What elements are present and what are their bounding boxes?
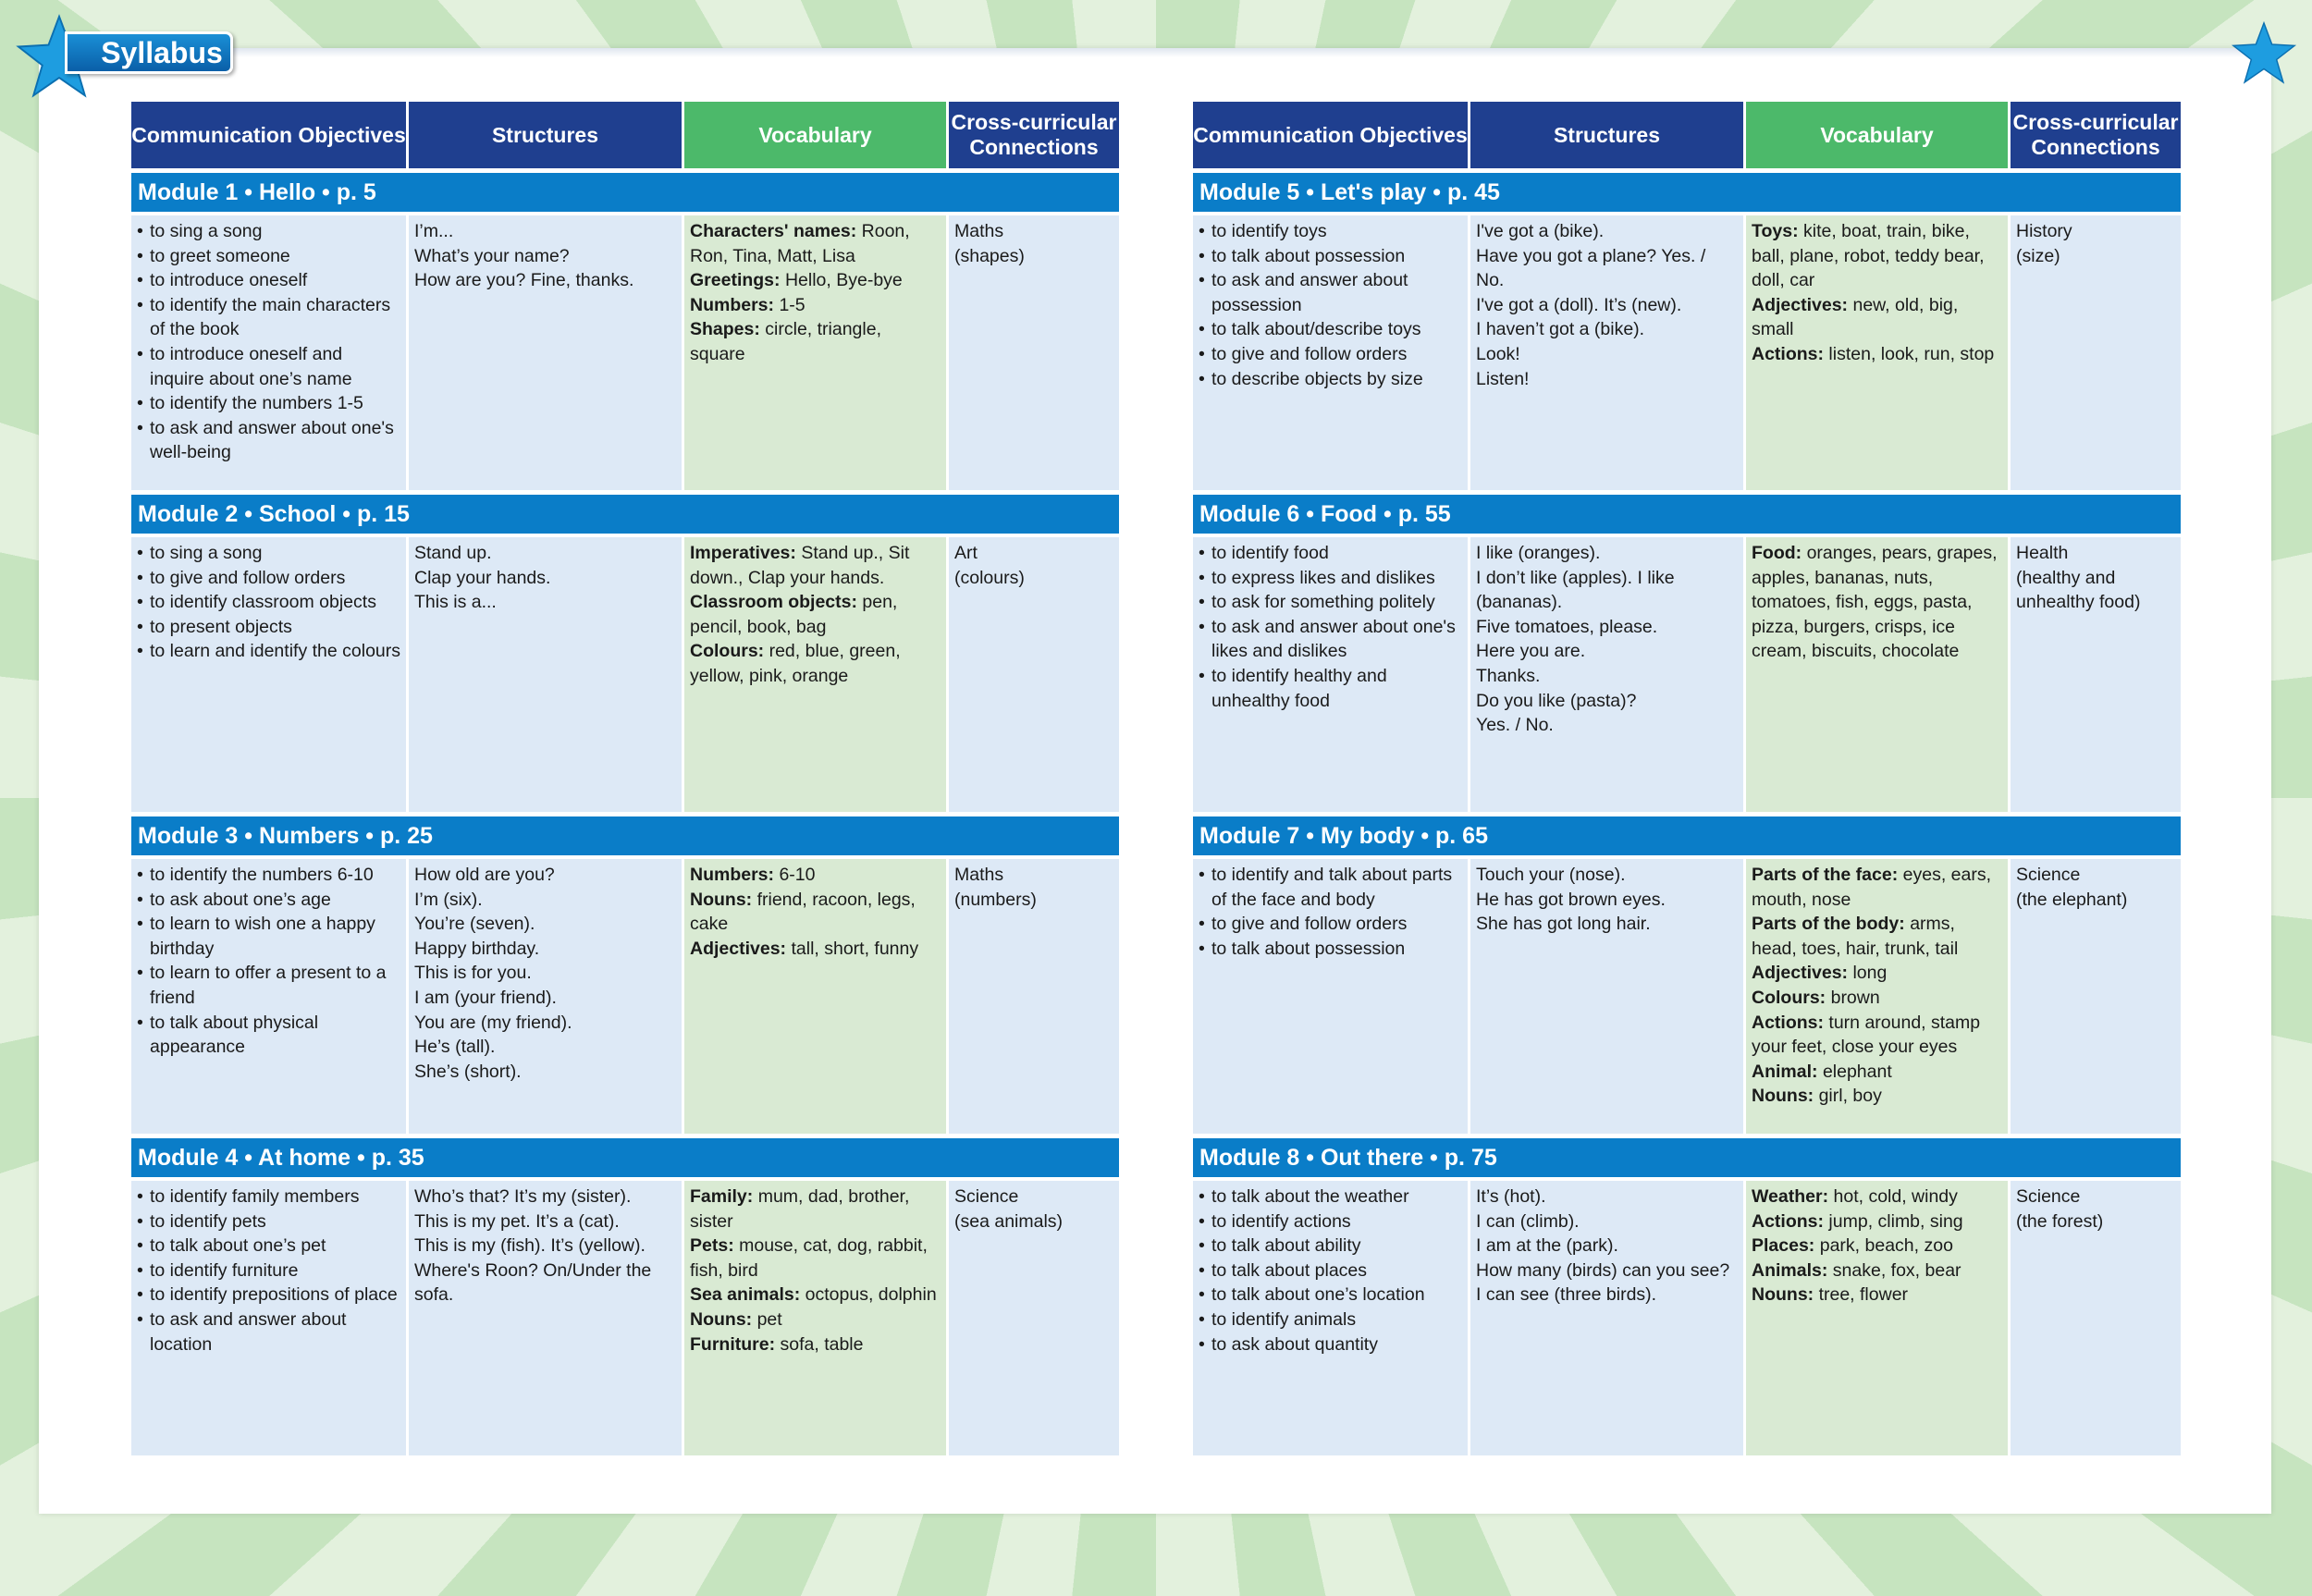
vocabulary-cell [1746,537,2008,812]
vocab-category: Animal: [1752,1061,1818,1082]
structure-item: He has got brown eyes. [1476,889,1666,910]
vocab-category: Classroom objects: [690,592,857,613]
vocab-words: pen, pencil, book, bag [690,592,898,637]
vocab-words: jump, climb, sing [1828,1210,1963,1232]
objective-item: • to ask about quantity [1199,1332,1462,1357]
module-title: Module 5 • Let's play • p. 45 [1193,173,2181,212]
objective-item: • to ask and answer about one's likes and dislikes [1199,615,1462,664]
objective-item: • to identify family members [137,1185,400,1209]
module-row [131,215,1119,490]
objectives-cell [131,859,406,1134]
vocab-category: Characters' names: [690,221,857,241]
vocab-words: 1-5 [779,294,806,315]
objective-item: • to identify furniture [137,1258,400,1283]
objective-item: • to give and follow orders [1199,912,1462,937]
cross-item: Health [2016,543,2069,563]
structure-item: Have you got a plane? Yes. / No. [1476,245,1706,291]
vocab-item [1752,293,2002,342]
module-section [131,1138,1119,1455]
vocab-category: Actions: [1752,343,1824,364]
module-row [1193,215,2181,490]
module-section [131,495,1119,812]
vocab-words: brown [1830,987,1880,1008]
objectives-cell [131,537,406,812]
vocab-item [690,1234,941,1283]
vocab-words: hot, cold, windy [1833,1186,1958,1207]
structures-cell [1470,1181,1743,1455]
vocab-item [690,863,941,888]
objective-item: • to identify actions [1199,1209,1462,1234]
cross-item: (size) [2016,245,2060,266]
module-title: Module 2 • School • p. 15 [131,495,1119,534]
vocab-item [690,590,941,639]
vocab-words: sofa, table [780,1333,864,1355]
header-cross-curricular: Cross-curricular Connections [2011,102,2181,168]
vocab-words: Roon, Ron, Tina, Matt, Lisa [690,221,910,266]
vocabulary-cell [684,1181,946,1455]
cross-curricular-cell [949,1181,1119,1455]
vocab-item [690,268,941,293]
vocab-item [1752,1209,2002,1234]
vocab-category: Numbers: [690,865,775,885]
objective-item: • to give and follow orders [1199,342,1462,367]
vocab-category: Adjectives: [1752,963,1849,984]
module-section [131,173,1119,490]
structures-cell [409,537,682,812]
vocab-words: 6-10 [779,865,816,885]
structure-item: She has got long hair. [1476,914,1651,935]
vocab-item [1752,961,2002,986]
objective-item: • to talk about one’s pet [137,1234,400,1258]
objective-item: • to talk about ability [1199,1234,1462,1258]
vocab-category: Greetings: [690,270,781,291]
vocab-item [690,541,941,590]
structures-cell [1470,215,1743,490]
objective-item: • to present objects [137,615,400,640]
vocab-item [690,317,941,366]
vocab-words: new, old, big, small [1752,294,1959,340]
vocab-category: Animals: [1752,1259,1828,1281]
cross-item: Maths [954,865,1004,885]
cross-curricular-cell [949,537,1119,812]
vocab-category: Nouns: [1752,1284,1814,1306]
vocab-words: Hello, Bye-bye [784,270,903,291]
structure-item: I am at the (park). [1476,1235,1618,1257]
vocab-category: Pets: [690,1235,734,1257]
cross-item: Maths [954,221,1004,241]
module-section [1193,1138,2181,1455]
objective-item: • to identify prepositions of place [137,1283,400,1307]
cross-item: (the elephant) [2016,889,2128,910]
objective-item: • to ask and answer about possession [1199,268,1462,317]
structures-cell [1470,537,1743,812]
structure-item: Happy birthday. [414,938,540,959]
objective-item: • to ask and answer about location [137,1307,400,1357]
vocab-item [690,937,941,962]
structure-item: Here you are. [1476,641,1586,662]
vocab-words: Stand up., Sit down., Clap your hands. [690,543,910,588]
cross-curricular-cell [2011,859,2181,1134]
vocab-category: Places: [1752,1235,1815,1257]
module-title: Module 6 • Food • p. 55 [1193,495,2181,534]
vocab-category: Imperatives: [690,543,796,563]
vocab-category: Furniture: [690,1333,776,1355]
cross-item: (sea animals) [954,1210,1064,1232]
vocab-words: octopus, dolphin [805,1284,937,1306]
syllabus-tab: Syllabus [65,31,233,74]
objective-item: • to identify toys [1199,219,1462,244]
objective-item: • to describe objects by size [1199,367,1462,392]
structure-item: You are (my friend). [414,1012,572,1033]
right-modules [1193,173,2181,1455]
structure-item: This is my (fish). It’s (yellow). [414,1235,646,1257]
cross-item: History [2016,221,2072,241]
objectives-cell [1193,537,1468,812]
structure-item: I like (oranges). [1476,543,1601,563]
vocab-category: Adjectives: [690,938,787,959]
objective-item: • to identify the numbers 1-5 [137,391,400,416]
vocab-words: eyes, ears, mouth, nose [1752,865,1992,910]
objective-item: • to ask and answer about one's well-being [137,416,400,465]
objective-item: • to identify and talk about parts of the face and body [1199,863,1462,912]
vocab-item [690,1332,941,1357]
structure-item: What’s your name? [414,245,570,266]
vocab-words: mum, dad, brother, sister [690,1186,910,1232]
vocab-category: Nouns: [1752,1086,1814,1107]
structures-cell [409,215,682,490]
structure-item: You’re (seven). [414,914,535,935]
structure-item: I am (your friend). [414,987,557,1008]
structure-item: It’s (hot). [1476,1186,1546,1207]
vocab-item [1752,986,2002,1011]
vocabulary-cell [1746,215,2008,490]
vocab-item [1752,1011,2002,1060]
structure-item: I’m... [414,221,454,241]
left-modules [131,173,1119,1455]
objective-item: • to sing a song [137,541,400,566]
module-row [1193,859,2181,1134]
header-vocabulary: Vocabulary [1746,102,2008,168]
module-row [131,537,1119,812]
structure-item: Five tomatoes, please. [1476,616,1658,637]
objective-item: • to talk about possession [1199,937,1462,962]
structure-item: Stand up. [414,543,492,563]
vocab-category: Parts of the face: [1752,865,1899,885]
structure-item: Who’s that? It’s my (sister). [414,1186,632,1207]
vocab-words: long [1852,963,1888,984]
objective-item: • to learn to offer a present to a friend [137,961,400,1010]
objective-item: • to learn to wish one a happy birthday [137,912,400,961]
objective-item: • to identify food [1199,541,1462,566]
vocab-item [1752,1060,2002,1085]
syllabus-table-right [1193,102,2181,1455]
vocab-words: red, blue, green, yellow, pink, orange [690,641,901,686]
vocab-category: Toys: [1752,221,1799,241]
cross-curricular-cell [2011,537,2181,812]
vocab-category: Nouns: [690,889,753,910]
structure-item: How many (birds) can you see? [1476,1259,1730,1281]
vocabulary-cell [1746,1181,2008,1455]
cross-curricular-cell [949,859,1119,1134]
structure-item: Clap your hands. [414,567,551,588]
vocab-words: oranges, pears, grapes, apples, bananas, nuts, tomatoes, fish, eggs, pasta, pizza, burgers, crisps, ice cream, biscuits, chocolate [1752,543,1998,662]
header-cross-curricular: Cross-curricular Connections [949,102,1119,168]
module-title: Module 7 • My body • p. 65 [1193,816,2181,855]
header-communication-objectives: Communication Objectives [131,102,406,168]
objective-item: • to greet someone [137,244,400,269]
objective-item: • to give and follow orders [137,566,400,591]
objectives-cell [1193,859,1468,1134]
objective-item: • to talk about/describe toys [1199,317,1462,342]
syllabus-table-left [131,102,1119,1455]
vocab-words: tree, flower [1818,1284,1909,1306]
module-title: Module 1 • Hello • p. 5 [131,173,1119,212]
objective-item: • to identify classroom objects [137,590,400,615]
vocab-words: friend, racoon, legs, cake [690,889,916,935]
objective-item: • to identify the main characters of the book [137,293,400,342]
vocabulary-cell [684,859,946,1134]
vocab-item [690,1307,941,1332]
vocab-item [690,639,941,688]
vocab-item [1752,1258,2002,1283]
vocab-item [1752,863,2002,912]
vocab-item [1752,1084,2002,1109]
vocabulary-cell [684,215,946,490]
vocab-item [1752,1283,2002,1307]
vocab-category: Actions: [1752,1012,1824,1033]
vocab-words: turn around, stamp your feet, close your eyes [1752,1012,1981,1058]
objective-item: • to talk about one’s location [1199,1283,1462,1307]
vocab-item [690,293,941,318]
vocab-item [690,1185,941,1234]
structure-item: How old are you? [414,865,555,885]
vocab-category: Adjectives: [1752,294,1849,315]
star-icon [2231,20,2297,87]
vocab-item [690,1283,941,1307]
vocab-item [1752,1185,2002,1209]
vocab-category: Sea animals: [690,1284,801,1306]
vocabulary-cell [1746,859,2008,1134]
column-header-row [1193,102,2181,168]
vocab-category: Weather: [1752,1186,1829,1207]
structure-item: I've got a (doll). It’s (new). [1476,294,1682,315]
objectives-cell [1193,1181,1468,1455]
header-vocabulary: Vocabulary [684,102,946,168]
module-row [1193,1181,2181,1455]
vocab-words: kite, boat, train, bike, ball, plane, robot, teddy bear, doll, car [1752,221,1985,291]
page-top-band [39,48,2271,57]
cross-item: Science [2016,1186,2081,1207]
vocab-category: Parts of the body: [1752,914,1905,935]
vocab-words: circle, triangle, square [690,319,881,364]
vocab-category: Shapes: [690,319,760,340]
structure-item: This is for you. [414,963,532,984]
objectives-cell [1193,215,1468,490]
column-header-row [131,102,1119,168]
objective-item: • to introduce oneself and inquire about one’s name [137,342,400,391]
vocab-item [690,219,941,268]
cross-curricular-cell [2011,1181,2181,1455]
objective-item: • to identify animals [1199,1307,1462,1332]
module-section [1193,173,2181,490]
structure-item: I can see (three birds). [1476,1284,1657,1306]
vocab-category: Nouns: [690,1308,753,1330]
objective-item: • to identify healthy and unhealthy food [1199,664,1462,713]
structure-item: Do you like (pasta)? [1476,690,1637,711]
cross-item: (numbers) [954,889,1037,910]
module-title: Module 8 • Out there • p. 75 [1193,1138,2181,1177]
objective-item: • to talk about physical appearance [137,1011,400,1060]
cross-item: Science [954,1186,1019,1207]
structure-item: She’s (short). [414,1061,522,1082]
objective-item: • to introduce oneself [137,268,400,293]
cross-curricular-cell [949,215,1119,490]
cross-item: Art [954,543,978,563]
structure-item: This is a... [414,592,497,613]
cross-curricular-cell [2011,215,2181,490]
structure-item: Yes. / No. [1476,715,1554,736]
vocab-words: girl, boy [1818,1086,1882,1107]
vocab-item [1752,1234,2002,1258]
objective-item: • to identify pets [137,1209,400,1234]
cross-item: (the forest) [2016,1210,2104,1232]
objectives-cell [131,1181,406,1455]
vocab-category: Actions: [1752,1210,1824,1232]
vocab-item [690,888,941,937]
vocab-category: Numbers: [690,294,775,315]
objective-item: • to ask for something politely [1199,590,1462,615]
module-title: Module 3 • Numbers • p. 25 [131,816,1119,855]
structure-item: I don’t like (apples). I like (bananas). [1476,567,1675,613]
objective-item: • to learn and identify the colours [137,639,400,664]
objective-item: • to talk about possession [1199,244,1462,269]
module-row [131,1181,1119,1455]
structure-item: I haven’t got a (bike). [1476,319,1645,340]
vocab-words: listen, look, run, stop [1828,343,1995,364]
structure-item: I can (climb). [1476,1210,1580,1232]
vocab-item [1752,342,2002,367]
vocab-category: Colours: [690,641,765,662]
structure-item: Thanks. [1476,665,1541,686]
header-communication-objectives: Communication Objectives [1193,102,1468,168]
module-row [131,859,1119,1134]
vocab-item [1752,541,2002,664]
vocab-words: snake, fox, bear [1832,1259,1962,1281]
structure-item: How are you? Fine, thanks. [414,270,634,291]
header-structures: Structures [409,102,682,168]
vocab-words: arms, head, toes, hair, trunk, tail [1752,914,1959,959]
structure-item: I’m (six). [414,889,483,910]
structures-cell [1470,859,1743,1134]
vocab-words: tall, short, funny [791,938,919,959]
header-structures: Structures [1470,102,1743,168]
vocab-category: Food: [1752,543,1802,563]
vocab-item [1752,219,2002,293]
cross-item: (shapes) [954,245,1025,266]
vocab-words: elephant [1822,1061,1892,1082]
vocab-category: Colours: [1752,987,1826,1008]
cross-item: (healthy and unhealthy food) [2016,567,2141,613]
vocab-words: pet [756,1308,782,1330]
module-section [1193,816,2181,1134]
structure-item: He’s (tall). [414,1037,496,1058]
structure-item: Where's Roon? On/Under the sofa. [414,1259,652,1306]
vocab-words: park, beach, zoo [1819,1235,1953,1257]
vocabulary-cell [684,537,946,812]
structures-cell [409,1181,682,1455]
vocab-item [1752,912,2002,961]
structure-item: Touch your (nose). [1476,865,1626,885]
objectives-cell [131,215,406,490]
objective-item: • to talk about the weather [1199,1185,1462,1209]
module-section [131,816,1119,1134]
objective-item: • to talk about places [1199,1258,1462,1283]
objective-item: • to sing a song [137,219,400,244]
module-title: Module 4 • At home • p. 35 [131,1138,1119,1177]
cross-item: (colours) [954,567,1025,588]
vocab-category: Family: [690,1186,754,1207]
structure-item: I've got a (bike). [1476,221,1605,241]
structure-item: Look! [1476,343,1520,364]
objective-item: • to ask about one’s age [137,888,400,913]
cross-item: Science [2016,865,2081,885]
objective-item: • to express likes and dislikes [1199,566,1462,591]
structure-item: Listen! [1476,368,1530,389]
module-section [1193,495,2181,812]
vocab-words: mouse, cat, dog, rabbit, fish, bird [690,1235,928,1281]
structure-item: This is my pet. It’s a (cat). [414,1210,620,1232]
objective-item: • to identify the numbers 6-10 [137,863,400,888]
module-row [1193,537,2181,812]
structures-cell [409,859,682,1134]
